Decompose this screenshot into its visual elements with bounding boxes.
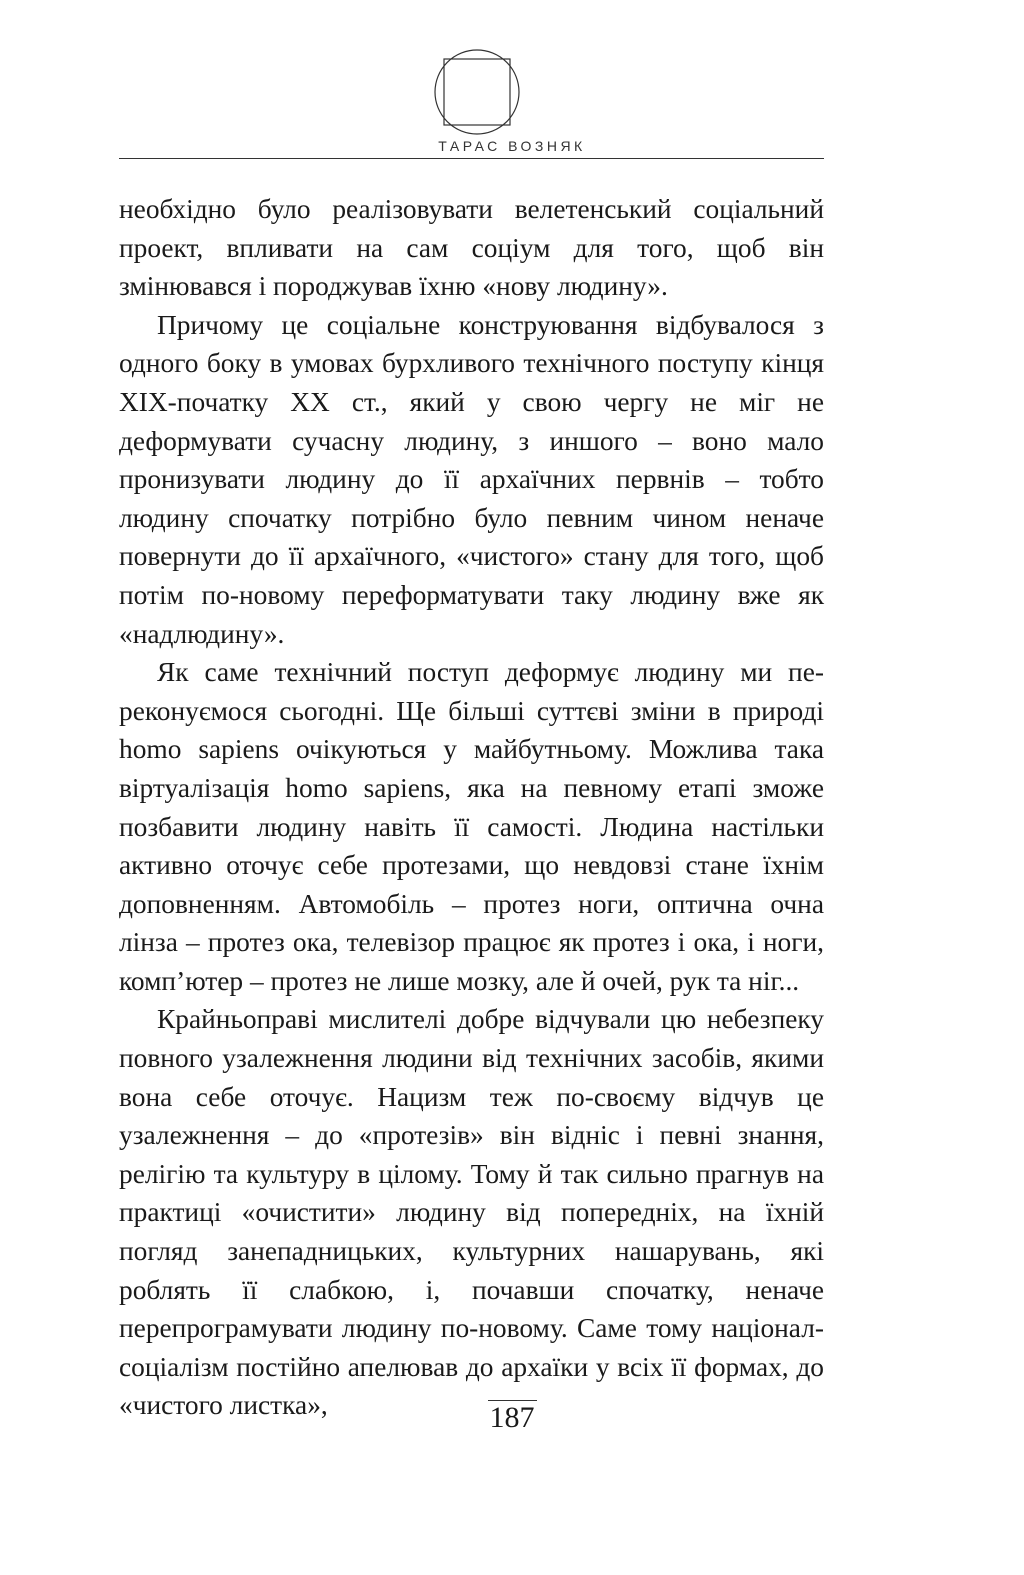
- body-text: [119, 190, 824, 1425]
- page-number: [0, 1398, 1024, 1438]
- paragraph: необхідно було реалізовувати велетенський соціальний проект, впливати на сам соціум для того, щоб він змінювався і породжував їхню «нову людину».: [119, 194, 824, 302]
- paragraph: Крайньоправі мислителі добре відчували цю небезпеку повного узалежнення людини від технічних засобів, якими вона себе оточує. Нацизм теж по-своєму відчув це узалежнення – до «протезів» він відніс і певні знання, релігію та культуру в цілому. Тому й так сильно прагнув на практиці «очистити» людину від попередніх, на їхній погляд занепадницьких, культурних нашарувань, які роблять її слабкою, і, почавши спочатку, неначе перепрограмувати людину по-новому. Саме тому націонал-соціалізм постійно апелював до архаїки у всіх її формах, до «чистого листка»,: [119, 1004, 824, 1421]
- header-rule: [119, 158, 824, 159]
- paragraph: Як саме технічний поступ деформує людину ми переконуємося сьогодні. Ще більші суттєві зміни в природі homo sapiens очікуються у майбутньому. Можлива така віртуалізація homo sapiens, яка на певному етапі зможе позбавити людину навіть її самості. Людина настільки активно оточує себе протезами, що невдовзі стане їхнім доповненням. Автомобіль – протез ноги, оптична очна лінза – протез ока, телевізор працює як протез і ока, і ноги, комп’ютер – протез не лише мозку, але й очей, рук та ніг...: [119, 657, 824, 996]
- running-head-title: ТАРАС ВОЗНЯК: [438, 138, 586, 154]
- page-number-text: 187: [489, 1401, 535, 1434]
- circle-square-emblem-icon: [433, 48, 521, 136]
- paragraph: Причому це соціальне конструювання відбувалося з одного боку в умовах бурхливого технічного поступу кінця XIX-початку XX ст., який у свою чергу не міг не деформувати сучасну людину, з иншого – воно мало пронизувати людину до її архаїчних первнів – тобто людину спочатку потрібно було певним чином неначе повернути до її архаїчного, «чистого» стану для того, щоб потім по-новому переформатувати таку людину вже як «надлюдину».: [119, 309, 824, 649]
